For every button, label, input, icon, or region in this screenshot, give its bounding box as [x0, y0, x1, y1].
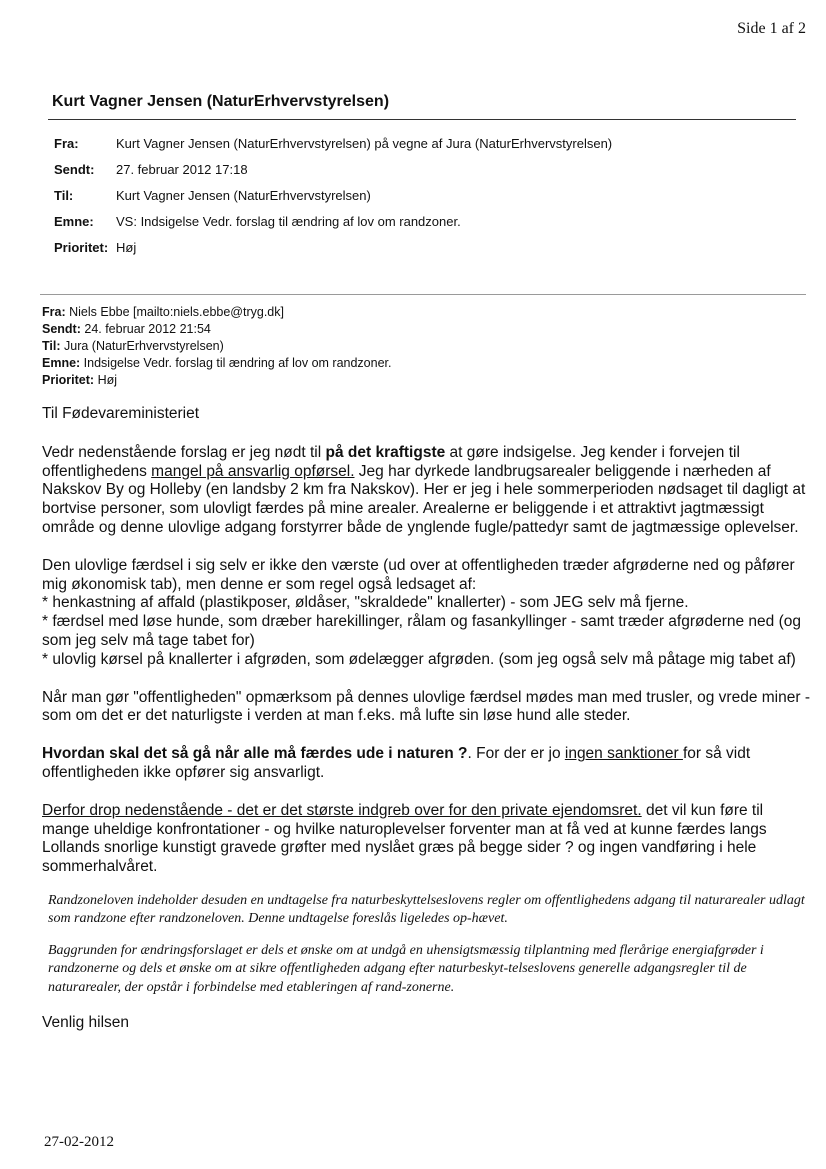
text-run: for så vidt offentligheden ikke opfører sig ansvarligt. [42, 745, 751, 781]
header-value: VS: Indsigelse Vedr. forslag til ændring af lov om randzoner. [116, 213, 461, 229]
header-label: Til: [54, 187, 74, 203]
text-run: Jeg har dyrkede landbrugsarealer beliggende i nærheden af Nakskov By og Holleby (en landsby 2 km fra Nakskov). Her er jeg i hele sommerperioden nødsaget til dagligt at bortvise personer, som ulovligt færdes på mine arealer. Arealerne er beliggende i et attraktivt jagtmæssigt område og denne ulovlige adgang forstyrrer både de ynglende fugle/pattedyr samt de jagtmæssige oplevelser. [42, 462, 806, 536]
header-value: Kurt Vagner Jensen (NaturErhvervstyrelsen) på vegne af Jura (NaturErhvervstyrelsen) [116, 135, 613, 151]
header-value: 27. februar 2012 17:18 [116, 161, 248, 177]
bullet-item: * ulovlig kørsel på knallerter i afgrøden, som ødelægger afgrøden. (som jeg også selv må påtage mig tabet af) [42, 650, 796, 668]
forward-divider [40, 294, 806, 295]
text-run: . For der er jo [467, 745, 565, 763]
header-label: Prioritet: [54, 239, 109, 255]
underlined-text: mangel på ansvarlig opførsel. [151, 462, 355, 480]
header-value: Indsigelse Vedr. forslag til ændring af lov om randzoner. [80, 356, 392, 370]
inner-mail-header [42, 304, 392, 389]
greeting: Til Fødevareministeriet [42, 405, 200, 422]
quoted-text-2: Baggrunden for ændringsforslaget er dels et ønske om at undgå en uhensigtsmæssig tilplantning med flerårige energiafgrøder i randzonerne og dels et ønske om at sikre offentligheden adgang efter naturbeskyt-telseslovens generelle adgangsregler til de naturarealer, der opstår i forbindelse med etableringen af rand-zonerne. [48, 942, 764, 995]
paragraph-objection [42, 444, 812, 538]
underlined-text: ingen sanktioner [564, 745, 683, 763]
text-run: Den ulovlige færdsel i sig selv er ikke den værste (ud over at offentligheden træder afgrøderne ned og påfører mig økonomisk tab), men denne er som regel også ledsaget af: [42, 556, 795, 593]
mail-body [42, 405, 812, 1052]
bullet-item: * færdsel med løse hunde, som dræber harekillinger, rålam og fasankyllinger - samt træder afgrøderne ned (og som jeg selv må tage tabet for) [42, 613, 801, 649]
emphasis-text: Hvordan skal det så gå når alle må færdes ude i naturen ? [42, 745, 468, 763]
header-label: Prioritet: [42, 373, 95, 387]
header-label: Sendt: [54, 161, 95, 177]
bullet-item: * henkastning af affald (plastikposer, øldåser, "skraldede" knallerter) - som JEG selv må fjerne. [42, 594, 689, 612]
header-value: Kurt Vagner Jensen (NaturErhvervstyrelsen) [116, 187, 371, 203]
header-label: Fra: [42, 305, 66, 319]
text-run: det vil kun føre til mange uheldige konfrontationer - og hvilke naturoplevelser forventer man at få ved at kunne færdes langs Lollands snorlige kunstigt gravede grøfter med nyslået græs på begge sider ? og ingen vandføring i hele sommerhalvåret. [42, 801, 767, 876]
page-number-label: Side 1 af 2 [737, 20, 806, 37]
inner-header-sent [42, 321, 392, 338]
header-label: Til: [42, 339, 61, 353]
header-label: Fra: [54, 135, 79, 151]
inner-header-from [42, 304, 392, 321]
header-value: Høj [116, 239, 137, 255]
paragraph-demand [42, 802, 812, 877]
header-value: Jura (NaturErhvervstyrelsen) [60, 339, 224, 353]
header-row-from [54, 130, 612, 156]
header-row-subject [54, 208, 612, 234]
underlined-text: Derfor drop nedenstående - det er det største indgreb over for den private ejendomsret. [42, 801, 642, 819]
header-value: Niels Ebbe [mailto:niels.ebbe@tryg.dk] [65, 305, 284, 319]
title-divider [48, 119, 796, 120]
closing: Venlig hilsen [42, 1014, 130, 1032]
header-label: Sendt: [42, 322, 81, 336]
header-label: Emne: [54, 213, 94, 229]
header-label: Emne: [42, 356, 81, 370]
paragraph-threats: Når man gør "offentligheden" opmærksom på dennes ulovlige færdsel mødes man med trusler, og vrede miner - som om det er det naturligste i verden at man f.eks. må lufte sin løse hund alle steder. [42, 688, 810, 725]
emphasis-text: på det kraftigste [325, 443, 446, 461]
footer-date: 27-02-2012 [44, 1134, 114, 1150]
header-value: Høj [94, 373, 118, 387]
text-run: Vedr nedenstående forslag er jeg nødt til [42, 443, 326, 461]
mail-title: Kurt Vagner Jensen (NaturErhvervstyrelsen) [52, 93, 390, 110]
header-row-to [54, 182, 612, 208]
header-row-priority [54, 234, 612, 260]
paragraph-trespass [42, 557, 812, 670]
paragraph-question [42, 745, 812, 783]
inner-header-to [42, 338, 392, 355]
inner-header-priority [42, 372, 392, 389]
text-run: at gøre indsigelse. Jeg kender i forvejen til offentlighedens [42, 443, 740, 480]
quoted-text-1: Randzoneloven indeholder desuden en undtagelse fra naturbeskyttelseslovens regler om offentlighedens adgang til naturarealer udlagt som randzone efter randzoneloven. Denne undtagelse foreslås ligeledes op-hævet. [48, 892, 805, 927]
inner-header-subject [42, 355, 392, 372]
header-value: 24. februar 2012 21:54 [80, 322, 211, 336]
header-row-sent [54, 156, 612, 182]
outer-mail-header [54, 130, 612, 260]
